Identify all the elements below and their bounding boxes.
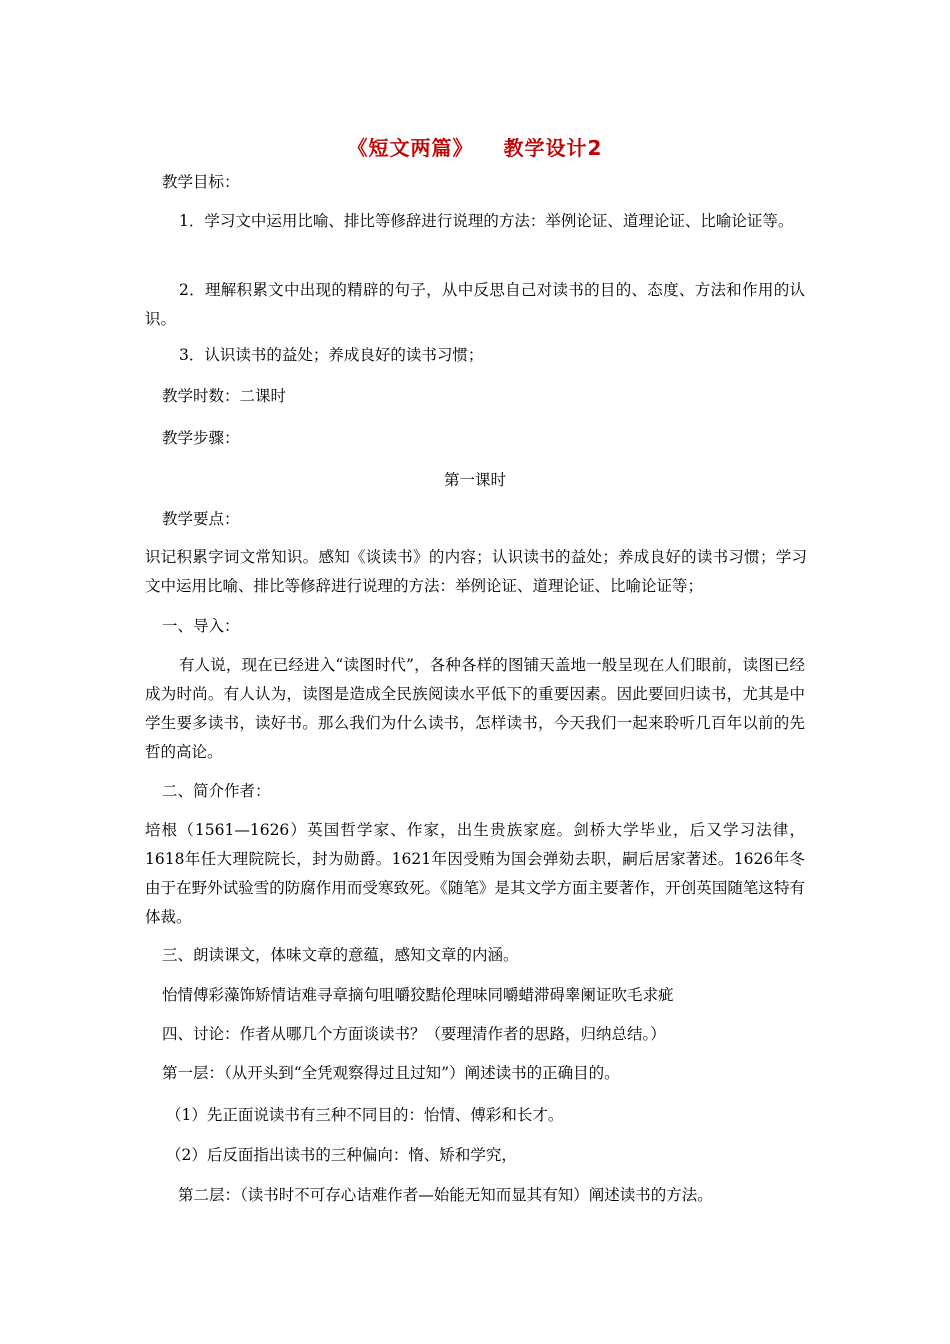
layer-1: 第一层：（从开头到“全凭观察得过且过知”）阐述读书的正确目的。 — [162, 1064, 620, 1082]
title-part-1: 《短文两篇》 — [347, 136, 474, 160]
layer-1-point-2: （2）后反面指出读书的三种偏向：惰、矫和学究， — [166, 1146, 517, 1164]
document-title — [0, 132, 950, 161]
layer-2: 第二层：（读书时不可存心诘难作者—始能无知而显其有知）阐述读书的方法。 — [178, 1186, 713, 1204]
teaching-hours: 教学时数：二课时 — [162, 387, 287, 405]
key-points-heading: 教学要点： — [162, 510, 240, 528]
objectives-heading: 教学目标： — [162, 173, 240, 191]
section-1-heading: 一、导入： — [162, 617, 240, 635]
section-3-heading: 三、朗读课文，体味文章的意蕴，感知文章的内涵。 — [162, 946, 519, 964]
section-1-text: 有人说，现在已经进入“读图时代”，各种各样的图铺天盖地一般呈现在人们眼前，读图已经成为时尚。有人认为，读图是造成全民族阅读水平低下的重要因素。因此要回归读书，尤其是中学生要多读书，读好书。那么我们为什么读书，怎样读书，今天我们一起来聆听几百年以前的先哲的高论。 — [145, 656, 805, 761]
objective-1: 1．学习文中运用比喻、排比等修辞进行说理的方法：举例论证、道理论证、比喻论证等。 — [179, 212, 794, 230]
section-2-heading: 二、简介作者： — [162, 782, 271, 800]
vocabulary-list: 怡情傅彩藻饰矫情诘难寻章摘句咀嚼狡黠伦理味同嚼蜡滞碍睾阑证吹毛求疵 — [162, 986, 674, 1004]
layer-1-point-1: （1）先正面说读书有三种不同目的：怡情、傅彩和长才。 — [166, 1106, 564, 1124]
title-part-2: 教学设计2 — [503, 136, 603, 160]
objective-3: 3．认识读书的益处；养成良好的读书习惯； — [179, 346, 484, 364]
objective-2: 2．理解积累文中出现的精辟的句子，从中反思自己对读书的目的、态度、方法和作用的认识。 — [145, 281, 805, 328]
key-points-text: 识记积累字词文常知识。感知《谈读书》的内容；认识读书的益处；养成良好的读书习惯；学习文中运用比喻、排比等修辞进行说理的方法：举例论证、道理论证、比喻论证等； — [145, 548, 807, 595]
steps-heading: 教学步骤： — [162, 429, 240, 447]
lesson-1-heading: 第一课时 — [443, 471, 506, 489]
section-2-text: 培根（1561—1626）英国哲学家、作家，出生贵族家庭。剑桥大学毕业，后又学习法律，1618年任大理院院长，封为勋爵。1621年因受贿为国会弹劾去职，嗣后居家著述。1626年冬由于在野外试验雪的防腐作用而受寒致死。《随笔》是其文学方面主要著作，开创英国随笔这特有体裁。 — [145, 821, 805, 926]
section-4-heading: 四、讨论：作者从哪几个方面谈读书？（要理清作者的思路，归纳总结。） — [162, 1025, 666, 1043]
